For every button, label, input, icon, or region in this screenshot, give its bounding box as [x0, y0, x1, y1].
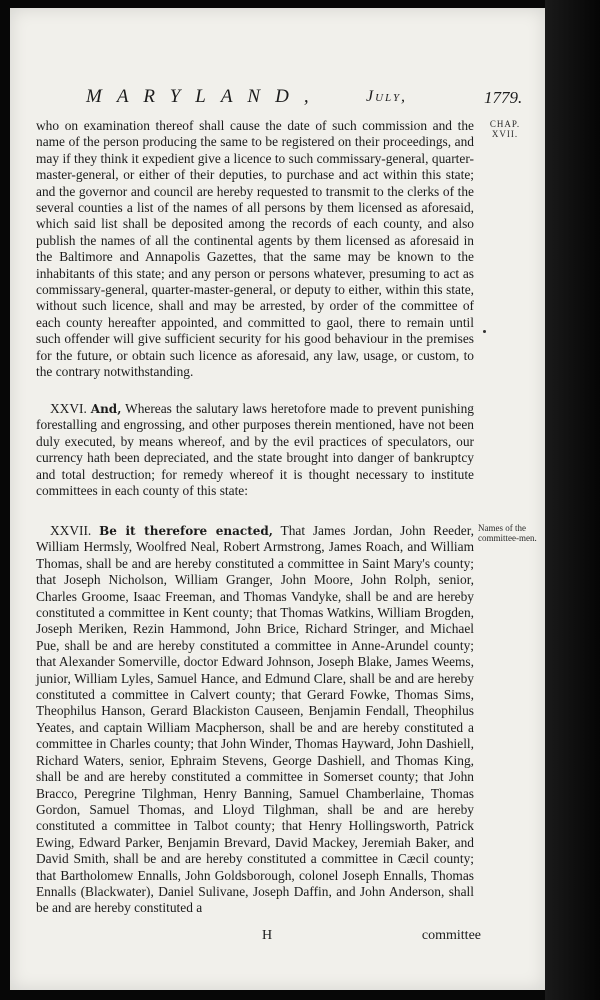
header-state: MARYLAND, [86, 86, 324, 107]
header-month: July, [366, 88, 408, 105]
section-xxvi [36, 401, 474, 499]
paragraph-continuation [36, 118, 474, 381]
page-footer [36, 928, 481, 948]
catchword: committee [421, 928, 481, 943]
document-page [10, 8, 545, 990]
section-text: That James Jordan, John Reeder, William Hermsly, Woolfred Neal, Robert Armstrong, James Roach, and William Thomas, shall be and are hereby constituted a committee in Saint Mary's county; that Joseph Nicholson, William Granger, John Moore, John Rolph, senior, Charles Groome, Isaac Freeman, and Thomas Vandyke, shall be and are hereby constituted a committee in Kent county; that Thomas Watkins, William Brogden, Joseph Meriken, Rezin Hammond, John Brice, Richard Stringer, and Michael Pue, shall be and are hereby constituted a committee in Anne-Arundel county; that Alexander Somerville, doctor Edward Johnson, Joseph Blake, James Weems, junior, William Lyles, Samuel Hance, and Edmund Clare, shall be and are hereby constituted a committee in Calvert county; that Gerard Fowke, Thomas Sims, Theophilus Hanson, Gerard Blackiston Causeen, Benjamin Fendall, Theophilus Yeates, and captain William Macpherson, shall be and are hereby constituted a committee in Charles county; that John Winder, Thomas Hayward, John Dashiell, Richard Waters, senior, Ephraim Stevens, George Dashiell, and Thomas King, shall be and are hereby constituted a committee in Somerset county; that John Bracco, Peregrine Tilghman, Henry Banning, Samuel Chamberlaine, Thomas Gordon, Samuel Thomas, and Lloyd Tilghman, shall be and are hereby constituted a committee in Talbot county; that Henry Hollingsworth, Patrick Ewing, Edward Parker, Benjamin Brevard, David Mackey, Jeremiah Baker, and David Smith, shall be and are hereby constituted a committee in Cæcil county; that Bartholomew Ennalls, John Goldsborough, colonel Joseph Ennalls, Thomas Ennalls (Blackwater), Daniel Sulivane, Joseph Daffin, and John Anderson, shall be and are hereby constituted a [36, 523, 474, 916]
section-xxvii [36, 523, 474, 917]
paragraph-text: who on examination thereof shall cause the date of such commission and the name of the person producing the same to be registered on their proceedings, and may if they think it expedient give a licence to such commissary-general, quarter-master-general, or either of their deputies, to purchase and act within this state; and the governor and council are hereby requested to transmit to the clerks of the several counties a list of the names of all persons by them licensed as aforesaid, which said list shall be deposited among the records of each county, and also publish the names of all the continental agents by them licensed as aforesaid in the Baltimore and Annapolis Gazettes, that the same may be known to the inhabitants of this state; and any person or persons whatever, presuming to act as commissary-general, quarter-master-general, or deputy to either, within this state, without such licence, shall and may be arrested, by order of the committee of each county hereafter appointed, and committed to gaol, there to remain until such offender will give sufficient security for his good behaviour in the premises for the future, or obtain such licence as aforesaid, any law, usage, or custom, to the contrary notwithstanding. [36, 118, 474, 380]
scan-edge [545, 0, 600, 1000]
names-marginal-note: Names of the committee-men. [478, 523, 537, 543]
ink-speck [483, 330, 486, 333]
section-number: XXVI. [50, 401, 87, 416]
section-lead: Be it therefore enacted, [99, 524, 273, 538]
page-header [86, 86, 561, 112]
section-lead: And, [90, 402, 122, 416]
section-number: XXVII. [50, 523, 92, 538]
header-year: 1779. [484, 88, 523, 107]
chapter-marginal-note: CHAP. XVII. [489, 119, 521, 139]
signature-mark: H [262, 928, 273, 943]
section-text: Whereas the salutary laws heretofore made to prevent punishing forestalling and engrossing, and other purposes therein mentioned, have not been duly executed, by means whereof, and by the evil practices of speculators, our currency hath been depreciated, and the state brought into danger of bankruptcy and total destruction; for remedy whereof it is thought necessary to institute committees in each county of this state: [36, 401, 474, 499]
